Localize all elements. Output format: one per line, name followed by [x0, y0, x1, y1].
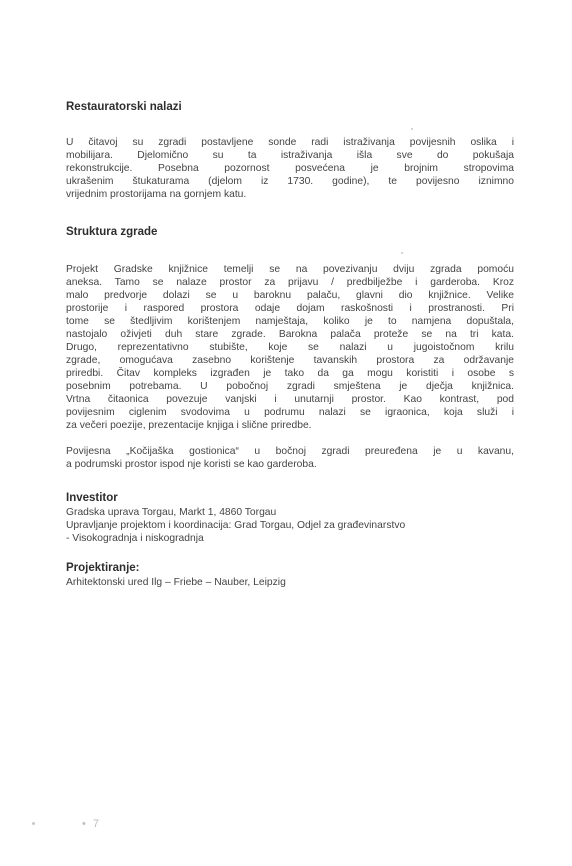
scan-speck	[401, 252, 403, 254]
scan-speck	[32, 822, 35, 825]
text-line: posebnim potrebama. U pobočnoj zgradi smještena je dječja knjižnica.	[66, 381, 514, 392]
investor-details	[66, 506, 514, 545]
section-heading-restoration-findings: Restauratorski nalazi	[66, 101, 182, 113]
section-heading-building-structure: Struktura zgrade	[66, 226, 158, 238]
text-line: malo predvorje dolazi se u baroknu palaču, glavni dio knjižnice. Velike	[66, 290, 514, 301]
paragraph-building-structure	[66, 263, 514, 432]
paragraph-restoration-findings	[66, 136, 514, 201]
text-line: vrijednim prostorijama na gornjem katu.	[66, 189, 247, 200]
page-number: • 7	[82, 818, 102, 830]
text-line: Vrtna čitaonica povezuje vanjski i unutarnji prostor. Kao kontrast, pod	[66, 394, 514, 405]
paragraph-coach-inn	[66, 445, 514, 471]
text-line: priredbi. Čitav kompleks izgrađen je tako da ga mogu koristiti i osobe s	[66, 368, 514, 379]
text-line: Projekt Gradske knjižnice temelji se na povezivanju dviju zgrada pomoću	[66, 264, 514, 275]
text-line: za večeri poezije, prezentacije knjiga i slične priredbe.	[66, 420, 312, 431]
scan-speck	[411, 128, 413, 130]
text-line: prostorije i raspored prostora odaje dojam raskošnosti i prostranosti. Pri	[66, 303, 514, 314]
text-line: rekonstrukcije. Posebna pozornost posvećena je brojnim stropovima	[66, 163, 514, 174]
text-line: U čitavoj su zgradi postavljene sonde radi istraživanja povijesnih oslika i	[66, 137, 514, 148]
text-line: nastojalo oživjeti duh stare zgrade. Barokna palača proteže se na tri kata.	[66, 329, 514, 340]
text-line: - Visokogradnja i niskogradnja	[66, 533, 204, 544]
text-line: Povijesna „Kočijaška gostionica“ u bočnoj zgradi preuređena je u kavanu,	[66, 446, 514, 457]
projecting-details	[66, 576, 514, 589]
text-line: tome se štedljivim korištenjem namještaja, koliko je to namjena dopuštala,	[66, 316, 514, 327]
text-line: Upravljanje projektom i koordinacija: Grad Torgau, Odjel za građevinarstvo	[66, 520, 406, 531]
text-line: mobilijara. Djelomično su ta istraživanja išla sve do pokušaja	[66, 150, 514, 161]
text-line: a podrumski prostor ispod nje koristi se kao garderoba.	[66, 459, 317, 470]
section-heading-investor: Investitor	[66, 492, 118, 504]
text-line: ukrašenim štukaturama (djelom iz 1730. godine), te povijesno iznimno	[66, 176, 514, 187]
text-line: povijesnim ciglenim svodovima u podrumu nalazi se igraonica, koja služi i	[66, 407, 514, 418]
text-line: Gradska uprava Torgau, Markt 1, 4860 Torgau	[66, 507, 277, 518]
text-line: aneksa. Tamo se nalaze prostor za prijavu / predbilježbe i garderoba. Kroz	[66, 277, 514, 288]
text-line: zgrade, omogućava zasebno korištenje tavanskih prostora za održavanje	[66, 355, 514, 366]
text-line: Drugo, reprezentativno stubište, koje se nalazi u jugoistočnom krilu	[66, 342, 514, 353]
section-heading-projecting: Projektiranje:	[66, 562, 140, 574]
text-line: Arhitektonski ured Ilg – Friebe – Nauber, Leipzig	[66, 577, 286, 588]
text-column	[66, 100, 514, 589]
